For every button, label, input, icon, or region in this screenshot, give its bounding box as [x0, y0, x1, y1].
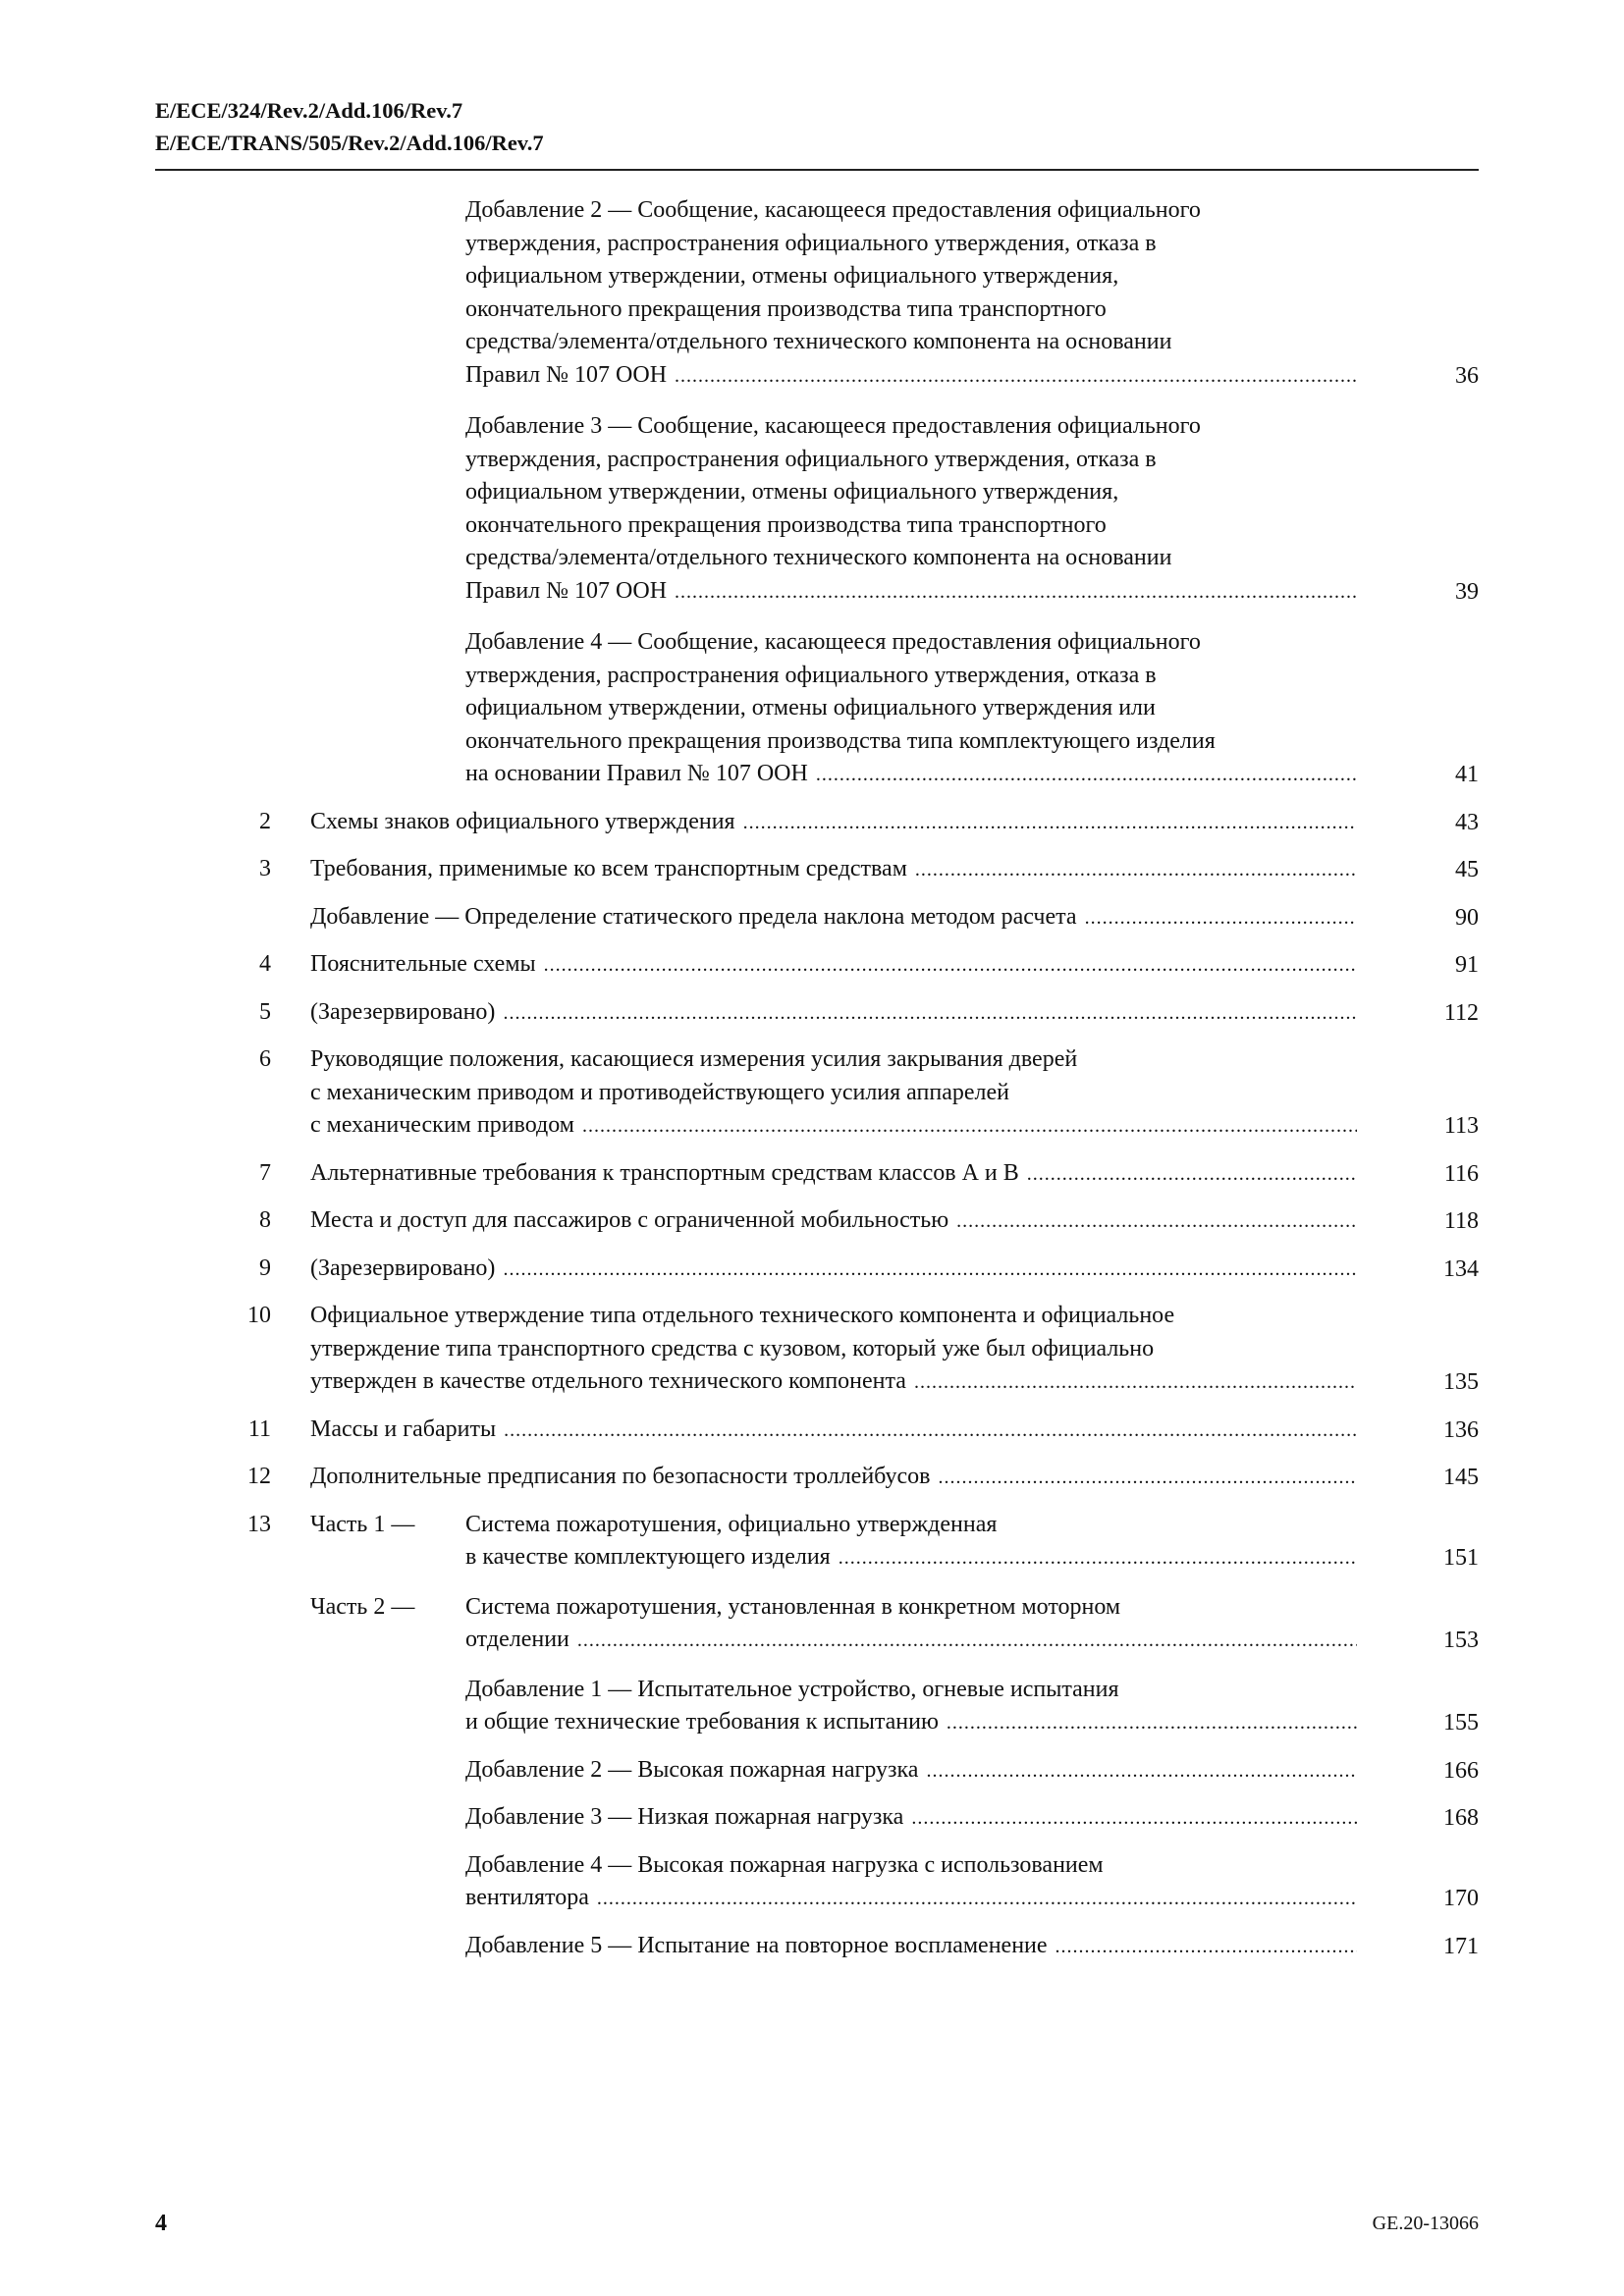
entry-title-line: средства/элемента/отдельного технического компонента на основании [465, 545, 1172, 570]
page-ref: 171 [1443, 1933, 1479, 1959]
entry-title-line: (Зарезервировано) [310, 1255, 496, 1281]
entry-title-line: Массы и габариты [310, 1415, 497, 1442]
dot-leader [947, 1707, 1357, 1740]
page-ref: 39 [1455, 578, 1479, 605]
dot-leader [816, 759, 1357, 792]
entry-title-line: Правил № 107 ООН [465, 361, 668, 388]
entry-title-line: с механическим приводом и противодействующего усилия аппарелей [310, 1079, 1009, 1105]
dot-leader [582, 1110, 1357, 1144]
entry-title-line: Добавление — Определение статического предела наклона методом расчета [310, 903, 1077, 930]
dot-leader [914, 1366, 1357, 1400]
entry-title-line: Система пожаротушения, официально утвержденная [465, 1511, 998, 1537]
dot-leader [675, 360, 1357, 394]
toc-entry [0, 1801, 1624, 1836]
entry-title-line: Руководящие положения, касающиеся измерения усилия закрывания дверей [310, 1046, 1078, 1072]
page-ref: 36 [1455, 362, 1479, 389]
toc-entry [0, 410, 1624, 609]
entry-title-line: Правил № 107 ООН [465, 577, 668, 604]
part-label: Часть 2 — [310, 1593, 415, 1620]
annex-number: 9 [259, 1255, 271, 1281]
page-ref: 112 [1443, 999, 1479, 1026]
annex-number: 10 [247, 1303, 271, 1328]
document-symbols [155, 94, 544, 159]
page-ref: 43 [1455, 809, 1479, 835]
dot-leader [839, 1542, 1357, 1575]
entry-title-line: (Зарезервировано) [310, 998, 496, 1025]
annex-number: 5 [259, 998, 271, 1025]
annex-number: 4 [259, 951, 271, 977]
entry-title-line: Добавление 4 — Высокая пожарная нагрузка с использованием [465, 1851, 1104, 1878]
toc-entry [0, 1043, 1624, 1144]
dot-leader [675, 576, 1357, 610]
entry-title-line: Добавление 5 — Испытание на повторное воспламенение [465, 1932, 1048, 1958]
dot-leader [926, 1755, 1357, 1789]
entry-title-line: Места и доступ для пассажиров с ограниченной мобильностью [310, 1207, 949, 1233]
dot-leader [577, 1625, 1357, 1658]
page-ref: 134 [1443, 1255, 1479, 1282]
page-ref: 45 [1455, 857, 1479, 882]
page-ref: 41 [1455, 762, 1479, 787]
toc-entry [0, 1754, 1624, 1789]
entry-title-line: окончательного прекращения производства типа транспортного [465, 295, 1107, 322]
page-ref: 135 [1443, 1369, 1479, 1395]
toc-entry [0, 1509, 1624, 1575]
dot-leader [544, 949, 1357, 983]
page-ref: 155 [1443, 1710, 1479, 1735]
toc-entry [0, 1849, 1624, 1916]
toc-entry [0, 901, 1624, 935]
entry-title-line: утверждения, распространения официального утверждения, отказа в [465, 446, 1157, 472]
toc-entry [0, 1300, 1624, 1400]
annex-number: 8 [259, 1207, 271, 1233]
entry-title-line: утверждения, распространения официального утверждения, отказа в [465, 230, 1157, 256]
toc-entry [0, 948, 1624, 983]
annex-number: 13 [247, 1511, 271, 1537]
entry-title-line: Добавление 4 — Сообщение, касающееся предоставления официального [465, 629, 1201, 655]
entry-title-line: Пояснительные схемы [310, 951, 536, 977]
job-number: GE.20-13066 [1372, 2213, 1479, 2234]
toc-entry [0, 1204, 1624, 1239]
entry-title-line: Система пожаротушения, установленная в конкретном моторном [465, 1593, 1121, 1620]
page-ref: 145 [1443, 1465, 1479, 1490]
annex-number: 7 [259, 1159, 271, 1186]
page-ref: 153 [1443, 1628, 1479, 1653]
dot-leader [1056, 1931, 1357, 1964]
toc-entry [0, 1414, 1624, 1448]
header-rule [155, 169, 1479, 171]
page-ref: 118 [1443, 1208, 1479, 1234]
toc-entry [0, 853, 1624, 887]
entry-title-line: Дополнительные предписания по безопасности троллейбусов [310, 1464, 931, 1489]
toc-entry [0, 1157, 1624, 1192]
page-ref: 136 [1443, 1416, 1479, 1443]
entry-title-line: Добавление 2 — Сообщение, касающееся предоставления официального [465, 197, 1201, 223]
page-number: 4 [155, 2211, 167, 2236]
toc-entry [0, 194, 1624, 393]
page-ref: 168 [1443, 1805, 1479, 1831]
entry-title-line: вентилятора [465, 1885, 589, 1910]
entry-title-line: с механическим приводом [310, 1112, 574, 1138]
entry-title-line: официальном утверждении, отмены официального утверждения или [465, 695, 1156, 721]
dot-leader [1027, 1158, 1357, 1192]
toc-entry [0, 1461, 1624, 1495]
toc-entry [0, 1930, 1624, 1964]
toc-entry [0, 996, 1624, 1031]
entry-title-line: в качестве комплектующего изделия [465, 1544, 831, 1570]
entry-title-line: утверждение типа транспортного средства с кузовом, который уже был официально [310, 1335, 1155, 1362]
annex-number: 3 [259, 856, 271, 881]
entry-title-line: Официальное утверждение типа отдельного технического компонента и официальное [310, 1303, 1175, 1328]
annex-number: 11 [247, 1415, 271, 1442]
entry-title-line: отделении [465, 1627, 569, 1652]
entry-title-line: Требования, применимые ко всем транспортным средствам [310, 856, 907, 881]
page-ref: 90 [1455, 904, 1479, 931]
page-ref: 116 [1443, 1160, 1479, 1187]
toc-entry [0, 626, 1624, 792]
table-of-contents [0, 194, 1624, 1963]
page-ref: 113 [1443, 1113, 1479, 1139]
entry-title-line: средства/элемента/отдельного технического компонента на основании [465, 329, 1172, 354]
part-label: Часть 1 — [310, 1511, 415, 1537]
entry-title-line: и общие технические требования к испытанию [465, 1709, 939, 1735]
dot-leader [504, 1415, 1357, 1448]
document-symbol-1: E/ECE/324/Rev.2/Add.106/Rev.7 [155, 98, 463, 123]
document-symbol-2: E/ECE/TRANS/505/Rev.2/Add.106/Rev.7 [155, 131, 544, 155]
page-ref: 170 [1443, 1886, 1479, 1911]
dot-leader [597, 1883, 1357, 1916]
dot-leader [503, 1254, 1357, 1287]
entry-title-line: утверждения, распространения официального утверждения, отказа в [465, 662, 1157, 688]
dot-leader [503, 997, 1357, 1031]
dot-leader [911, 1802, 1357, 1836]
entry-title-line: официальном утверждении, отмены официального утверждения, [465, 263, 1119, 289]
annex-number: 2 [259, 808, 271, 834]
toc-entry [0, 1591, 1624, 1658]
entry-title-line: Добавление 2 — Высокая пожарная нагрузка [465, 1756, 919, 1783]
entry-title-line: Альтернативные требования к транспортным средствам классов А и В [310, 1159, 1019, 1186]
dot-leader [915, 854, 1357, 887]
page-ref: 151 [1443, 1545, 1479, 1571]
page-ref: 91 [1455, 952, 1479, 978]
entry-title-line: официальном утверждении, отмены официального утверждения, [465, 479, 1119, 505]
entry-title-line: Добавление 1 — Испытательное устройство, огневые испытания [465, 1676, 1119, 1702]
toc-entry [0, 806, 1624, 840]
annex-number: 6 [259, 1046, 271, 1072]
dot-leader [1085, 902, 1357, 935]
entry-title-line: утвержден в качестве отдельного технического компонента [310, 1368, 906, 1394]
entry-title-line: окончательного прекращения производства типа транспортного [465, 511, 1107, 538]
page-ref: 166 [1443, 1757, 1479, 1784]
entry-title-line: Схемы знаков официального утверждения [310, 808, 735, 834]
entry-title-line: на основании Правил № 107 ООН [465, 761, 808, 786]
dot-leader [743, 807, 1357, 840]
toc-entry [0, 1253, 1624, 1287]
dot-leader [956, 1205, 1357, 1239]
dot-leader [938, 1462, 1357, 1495]
entry-title-line: Добавление 3 — Низкая пожарная нагрузка [465, 1804, 904, 1830]
entry-title-line: Добавление 3 — Сообщение, касающееся предоставления официального [465, 413, 1201, 439]
toc-entry [0, 1674, 1624, 1740]
annex-number: 12 [247, 1464, 271, 1489]
entry-title-line: окончательного прекращения производства типа комплектующего изделия [465, 727, 1216, 754]
